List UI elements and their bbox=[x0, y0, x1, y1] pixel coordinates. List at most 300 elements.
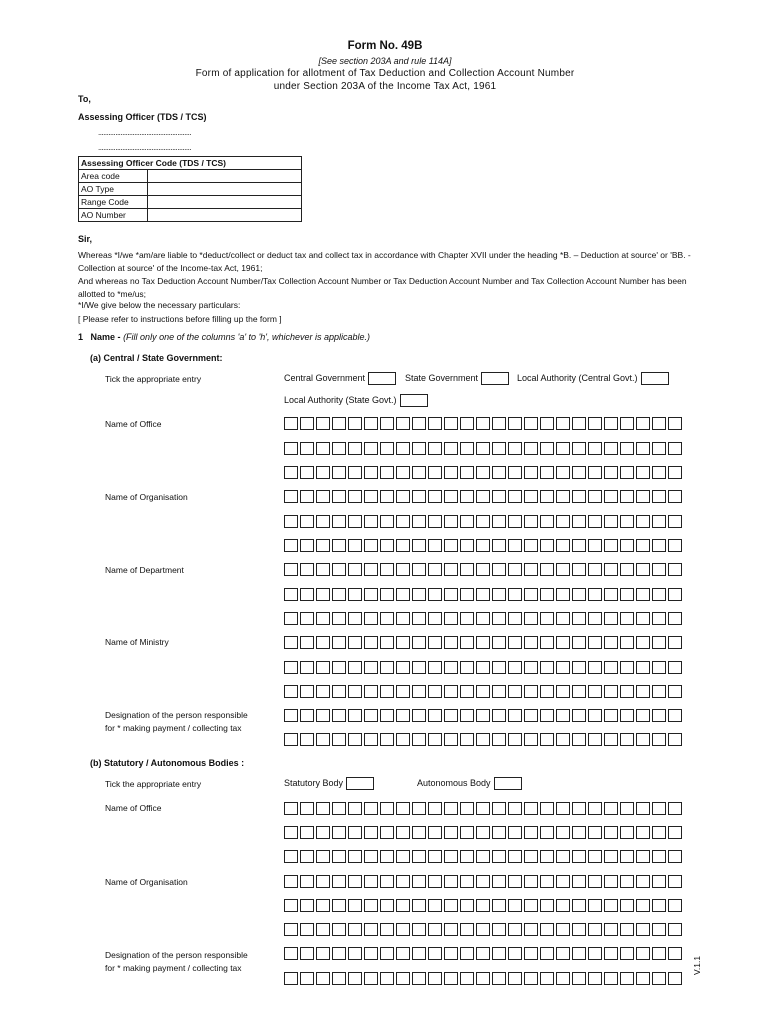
char-box-row[interactable] bbox=[284, 899, 684, 912]
char-box[interactable] bbox=[588, 612, 602, 625]
char-box[interactable] bbox=[428, 685, 442, 698]
char-box[interactable] bbox=[492, 947, 506, 960]
char-box[interactable] bbox=[652, 733, 666, 746]
tick-box[interactable] bbox=[641, 372, 669, 385]
char-box[interactable] bbox=[556, 826, 570, 839]
char-box[interactable] bbox=[348, 612, 362, 625]
char-box[interactable] bbox=[284, 826, 298, 839]
char-box[interactable] bbox=[444, 899, 458, 912]
char-box[interactable] bbox=[428, 490, 442, 503]
char-box[interactable] bbox=[348, 515, 362, 528]
char-box[interactable] bbox=[476, 733, 490, 746]
char-box[interactable] bbox=[380, 947, 394, 960]
char-box[interactable] bbox=[316, 709, 330, 722]
char-box[interactable] bbox=[636, 826, 650, 839]
char-box[interactable] bbox=[332, 947, 346, 960]
char-box[interactable] bbox=[508, 417, 522, 430]
char-box[interactable] bbox=[476, 417, 490, 430]
char-box[interactable] bbox=[524, 563, 538, 576]
char-box[interactable] bbox=[428, 661, 442, 674]
char-box[interactable] bbox=[604, 899, 618, 912]
char-box[interactable] bbox=[460, 709, 474, 722]
char-box[interactable] bbox=[492, 636, 506, 649]
char-box[interactable] bbox=[620, 802, 634, 815]
char-box[interactable] bbox=[316, 685, 330, 698]
char-box[interactable] bbox=[540, 802, 554, 815]
char-box[interactable] bbox=[364, 733, 378, 746]
char-box[interactable] bbox=[636, 563, 650, 576]
char-box[interactable] bbox=[508, 563, 522, 576]
char-box[interactable] bbox=[492, 417, 506, 430]
char-box[interactable] bbox=[508, 899, 522, 912]
char-box[interactable] bbox=[556, 947, 570, 960]
char-box-row[interactable] bbox=[284, 442, 684, 455]
char-box[interactable] bbox=[668, 802, 682, 815]
char-box[interactable] bbox=[476, 661, 490, 674]
char-box[interactable] bbox=[428, 612, 442, 625]
char-box[interactable] bbox=[460, 875, 474, 888]
char-box[interactable] bbox=[652, 563, 666, 576]
char-box[interactable] bbox=[652, 588, 666, 601]
char-box[interactable] bbox=[460, 972, 474, 985]
char-box[interactable] bbox=[284, 875, 298, 888]
char-box[interactable] bbox=[668, 826, 682, 839]
char-box[interactable] bbox=[364, 539, 378, 552]
char-box[interactable] bbox=[572, 875, 586, 888]
char-box[interactable] bbox=[588, 850, 602, 863]
char-box[interactable] bbox=[524, 685, 538, 698]
char-box[interactable] bbox=[668, 539, 682, 552]
char-box[interactable] bbox=[604, 466, 618, 479]
char-box[interactable] bbox=[556, 875, 570, 888]
char-box[interactable] bbox=[380, 466, 394, 479]
char-box[interactable] bbox=[636, 636, 650, 649]
char-box[interactable] bbox=[396, 417, 410, 430]
char-box[interactable] bbox=[412, 685, 426, 698]
option-autonomous-body[interactable] bbox=[417, 777, 522, 790]
char-box[interactable] bbox=[572, 899, 586, 912]
char-box[interactable] bbox=[652, 972, 666, 985]
char-box[interactable] bbox=[476, 588, 490, 601]
char-box[interactable] bbox=[460, 899, 474, 912]
char-box[interactable] bbox=[460, 733, 474, 746]
char-box[interactable] bbox=[412, 515, 426, 528]
char-box-row[interactable] bbox=[284, 661, 684, 674]
char-box[interactable] bbox=[588, 899, 602, 912]
char-box[interactable] bbox=[316, 850, 330, 863]
char-box[interactable] bbox=[444, 515, 458, 528]
char-box[interactable] bbox=[636, 685, 650, 698]
char-box[interactable] bbox=[396, 733, 410, 746]
char-box[interactable] bbox=[284, 636, 298, 649]
char-box[interactable] bbox=[412, 636, 426, 649]
char-box[interactable] bbox=[332, 826, 346, 839]
char-box[interactable] bbox=[284, 802, 298, 815]
char-box[interactable] bbox=[492, 709, 506, 722]
char-box[interactable] bbox=[380, 417, 394, 430]
char-box[interactable] bbox=[332, 563, 346, 576]
char-box[interactable] bbox=[444, 850, 458, 863]
char-box[interactable] bbox=[540, 466, 554, 479]
char-box[interactable] bbox=[364, 899, 378, 912]
char-box[interactable] bbox=[396, 685, 410, 698]
char-box[interactable] bbox=[332, 850, 346, 863]
char-box[interactable] bbox=[284, 661, 298, 674]
char-box[interactable] bbox=[316, 612, 330, 625]
char-box[interactable] bbox=[620, 826, 634, 839]
char-box[interactable] bbox=[332, 490, 346, 503]
char-box[interactable] bbox=[556, 490, 570, 503]
char-box[interactable] bbox=[492, 899, 506, 912]
char-box[interactable] bbox=[348, 733, 362, 746]
char-box-row[interactable] bbox=[284, 875, 684, 888]
char-box[interactable] bbox=[428, 442, 442, 455]
char-box[interactable] bbox=[572, 826, 586, 839]
char-box[interactable] bbox=[412, 826, 426, 839]
option-state-government[interactable] bbox=[405, 372, 509, 385]
char-box[interactable] bbox=[652, 947, 666, 960]
char-box[interactable] bbox=[380, 802, 394, 815]
char-box[interactable] bbox=[620, 563, 634, 576]
char-box-row[interactable] bbox=[284, 588, 684, 601]
char-box[interactable] bbox=[300, 612, 314, 625]
char-box-row[interactable] bbox=[284, 636, 684, 649]
char-box[interactable] bbox=[412, 539, 426, 552]
char-box[interactable] bbox=[556, 539, 570, 552]
char-box[interactable] bbox=[476, 923, 490, 936]
char-box[interactable] bbox=[428, 947, 442, 960]
char-box[interactable] bbox=[524, 899, 538, 912]
char-box[interactable] bbox=[668, 515, 682, 528]
char-box[interactable] bbox=[444, 826, 458, 839]
char-box[interactable] bbox=[652, 899, 666, 912]
char-box[interactable] bbox=[572, 802, 586, 815]
char-box[interactable] bbox=[668, 685, 682, 698]
char-box[interactable] bbox=[380, 972, 394, 985]
char-box[interactable] bbox=[428, 850, 442, 863]
char-box[interactable] bbox=[604, 802, 618, 815]
char-box[interactable] bbox=[460, 850, 474, 863]
char-box[interactable] bbox=[572, 490, 586, 503]
char-box[interactable] bbox=[588, 733, 602, 746]
option-central-government[interactable] bbox=[284, 372, 396, 385]
char-box[interactable] bbox=[524, 947, 538, 960]
char-box[interactable] bbox=[412, 972, 426, 985]
char-box[interactable] bbox=[348, 442, 362, 455]
char-box[interactable] bbox=[332, 636, 346, 649]
char-box[interactable] bbox=[604, 972, 618, 985]
char-box[interactable] bbox=[668, 442, 682, 455]
char-box[interactable] bbox=[396, 563, 410, 576]
char-box[interactable] bbox=[412, 661, 426, 674]
char-box[interactable] bbox=[380, 661, 394, 674]
char-box[interactable] bbox=[412, 875, 426, 888]
char-box[interactable] bbox=[668, 875, 682, 888]
char-box[interactable] bbox=[476, 972, 490, 985]
char-box[interactable] bbox=[412, 802, 426, 815]
char-box[interactable] bbox=[348, 802, 362, 815]
char-box[interactable] bbox=[396, 875, 410, 888]
char-box[interactable] bbox=[300, 733, 314, 746]
char-box[interactable] bbox=[284, 417, 298, 430]
tick-box[interactable] bbox=[400, 394, 428, 407]
char-box[interactable] bbox=[348, 923, 362, 936]
char-box[interactable] bbox=[380, 875, 394, 888]
char-box[interactable] bbox=[540, 709, 554, 722]
char-box[interactable] bbox=[508, 442, 522, 455]
tick-box[interactable] bbox=[346, 777, 374, 790]
char-box[interactable] bbox=[572, 442, 586, 455]
char-box[interactable] bbox=[460, 442, 474, 455]
char-box[interactable] bbox=[636, 802, 650, 815]
char-box[interactable] bbox=[476, 515, 490, 528]
char-box[interactable] bbox=[460, 466, 474, 479]
char-box[interactable] bbox=[332, 899, 346, 912]
char-box[interactable] bbox=[412, 466, 426, 479]
char-box[interactable] bbox=[316, 826, 330, 839]
char-box[interactable] bbox=[428, 875, 442, 888]
char-box[interactable] bbox=[636, 466, 650, 479]
char-box[interactable] bbox=[332, 709, 346, 722]
char-box[interactable] bbox=[428, 466, 442, 479]
char-box[interactable] bbox=[540, 685, 554, 698]
char-box[interactable] bbox=[444, 685, 458, 698]
char-box[interactable] bbox=[588, 442, 602, 455]
ao-number-input[interactable] bbox=[148, 209, 302, 222]
char-box[interactable] bbox=[364, 685, 378, 698]
char-box[interactable] bbox=[636, 539, 650, 552]
char-box[interactable] bbox=[396, 612, 410, 625]
char-box[interactable] bbox=[300, 515, 314, 528]
char-box[interactable] bbox=[492, 850, 506, 863]
char-box-row[interactable] bbox=[284, 709, 684, 722]
char-box[interactable] bbox=[668, 636, 682, 649]
char-box[interactable] bbox=[540, 490, 554, 503]
char-box[interactable] bbox=[636, 490, 650, 503]
char-box[interactable] bbox=[444, 612, 458, 625]
char-box[interactable] bbox=[524, 612, 538, 625]
char-box[interactable] bbox=[380, 588, 394, 601]
char-box[interactable] bbox=[668, 466, 682, 479]
char-box[interactable] bbox=[476, 802, 490, 815]
char-box[interactable] bbox=[540, 588, 554, 601]
char-box[interactable] bbox=[652, 490, 666, 503]
char-box[interactable] bbox=[540, 947, 554, 960]
char-box[interactable] bbox=[588, 826, 602, 839]
char-box[interactable] bbox=[668, 899, 682, 912]
char-box[interactable] bbox=[540, 563, 554, 576]
char-box[interactable] bbox=[364, 490, 378, 503]
char-box[interactable] bbox=[508, 709, 522, 722]
char-box[interactable] bbox=[348, 490, 362, 503]
char-box[interactable] bbox=[588, 923, 602, 936]
char-box[interactable] bbox=[444, 661, 458, 674]
char-box-row[interactable] bbox=[284, 466, 684, 479]
char-box[interactable] bbox=[524, 588, 538, 601]
char-box[interactable] bbox=[636, 899, 650, 912]
char-box[interactable] bbox=[604, 490, 618, 503]
char-box[interactable] bbox=[332, 515, 346, 528]
char-box[interactable] bbox=[476, 442, 490, 455]
char-box[interactable] bbox=[652, 636, 666, 649]
char-box[interactable] bbox=[364, 875, 378, 888]
char-box[interactable] bbox=[604, 826, 618, 839]
char-box[interactable] bbox=[588, 588, 602, 601]
char-box[interactable] bbox=[332, 661, 346, 674]
char-box[interactable] bbox=[444, 875, 458, 888]
char-box[interactable] bbox=[444, 947, 458, 960]
char-box[interactable] bbox=[556, 612, 570, 625]
char-box[interactable] bbox=[604, 709, 618, 722]
char-box[interactable] bbox=[316, 947, 330, 960]
char-box[interactable] bbox=[636, 947, 650, 960]
char-box[interactable] bbox=[604, 588, 618, 601]
char-box[interactable] bbox=[572, 850, 586, 863]
char-box[interactable] bbox=[412, 442, 426, 455]
char-box[interactable] bbox=[668, 947, 682, 960]
char-box-row[interactable] bbox=[284, 923, 684, 936]
char-box[interactable] bbox=[540, 733, 554, 746]
char-box[interactable] bbox=[476, 539, 490, 552]
char-box[interactable] bbox=[380, 636, 394, 649]
char-box[interactable] bbox=[508, 490, 522, 503]
char-box[interactable] bbox=[556, 685, 570, 698]
char-box[interactable] bbox=[540, 612, 554, 625]
char-box[interactable] bbox=[524, 539, 538, 552]
char-box[interactable] bbox=[524, 442, 538, 455]
char-box[interactable] bbox=[284, 947, 298, 960]
char-box[interactable] bbox=[540, 826, 554, 839]
char-box[interactable] bbox=[300, 685, 314, 698]
char-box[interactable] bbox=[604, 875, 618, 888]
char-box[interactable] bbox=[428, 826, 442, 839]
char-box[interactable] bbox=[572, 947, 586, 960]
char-box[interactable] bbox=[668, 612, 682, 625]
char-box[interactable] bbox=[524, 733, 538, 746]
char-box[interactable] bbox=[332, 972, 346, 985]
char-box[interactable] bbox=[412, 563, 426, 576]
char-box[interactable] bbox=[668, 923, 682, 936]
char-box[interactable] bbox=[508, 661, 522, 674]
char-box[interactable] bbox=[556, 802, 570, 815]
char-box[interactable] bbox=[476, 709, 490, 722]
char-box[interactable] bbox=[572, 563, 586, 576]
char-box[interactable] bbox=[556, 563, 570, 576]
char-box[interactable] bbox=[540, 636, 554, 649]
char-box[interactable] bbox=[444, 466, 458, 479]
char-box[interactable] bbox=[444, 588, 458, 601]
char-box[interactable] bbox=[508, 515, 522, 528]
char-box[interactable] bbox=[636, 661, 650, 674]
char-box[interactable] bbox=[476, 612, 490, 625]
char-box[interactable] bbox=[316, 636, 330, 649]
char-box[interactable] bbox=[444, 733, 458, 746]
char-box[interactable] bbox=[380, 442, 394, 455]
char-box[interactable] bbox=[396, 709, 410, 722]
char-box[interactable] bbox=[300, 442, 314, 455]
char-box[interactable] bbox=[524, 661, 538, 674]
char-box[interactable] bbox=[476, 636, 490, 649]
char-box[interactable] bbox=[284, 588, 298, 601]
char-box[interactable] bbox=[636, 515, 650, 528]
char-box[interactable] bbox=[508, 972, 522, 985]
char-box[interactable] bbox=[428, 923, 442, 936]
char-box[interactable] bbox=[348, 466, 362, 479]
char-box-row[interactable] bbox=[284, 802, 684, 815]
char-box[interactable] bbox=[412, 588, 426, 601]
char-box[interactable] bbox=[476, 490, 490, 503]
char-box-row[interactable] bbox=[284, 490, 684, 503]
char-box[interactable] bbox=[556, 466, 570, 479]
char-box[interactable] bbox=[572, 923, 586, 936]
char-box[interactable] bbox=[332, 685, 346, 698]
char-box[interactable] bbox=[284, 442, 298, 455]
char-box[interactable] bbox=[620, 442, 634, 455]
char-box[interactable] bbox=[460, 802, 474, 815]
char-box[interactable] bbox=[668, 709, 682, 722]
char-box[interactable] bbox=[492, 515, 506, 528]
char-box[interactable] bbox=[364, 515, 378, 528]
char-box[interactable] bbox=[492, 539, 506, 552]
char-box[interactable] bbox=[652, 539, 666, 552]
char-box[interactable] bbox=[652, 923, 666, 936]
char-box[interactable] bbox=[380, 899, 394, 912]
char-box[interactable] bbox=[620, 923, 634, 936]
char-box[interactable] bbox=[332, 466, 346, 479]
char-box[interactable] bbox=[300, 972, 314, 985]
char-box[interactable] bbox=[620, 539, 634, 552]
char-box[interactable] bbox=[588, 490, 602, 503]
char-box[interactable] bbox=[588, 417, 602, 430]
char-box[interactable] bbox=[396, 466, 410, 479]
char-box[interactable] bbox=[636, 875, 650, 888]
char-box[interactable] bbox=[284, 850, 298, 863]
char-box[interactable] bbox=[524, 826, 538, 839]
char-box[interactable] bbox=[412, 490, 426, 503]
char-box[interactable] bbox=[636, 850, 650, 863]
char-box[interactable] bbox=[364, 417, 378, 430]
char-box[interactable] bbox=[444, 442, 458, 455]
char-box[interactable] bbox=[428, 802, 442, 815]
char-box[interactable] bbox=[540, 661, 554, 674]
char-box[interactable] bbox=[476, 563, 490, 576]
char-box[interactable] bbox=[556, 709, 570, 722]
char-box[interactable] bbox=[412, 923, 426, 936]
char-box[interactable] bbox=[460, 923, 474, 936]
char-box[interactable] bbox=[652, 826, 666, 839]
char-box[interactable] bbox=[300, 802, 314, 815]
char-box[interactable] bbox=[460, 588, 474, 601]
char-box[interactable] bbox=[300, 661, 314, 674]
char-box[interactable] bbox=[492, 923, 506, 936]
char-box[interactable] bbox=[508, 875, 522, 888]
char-box[interactable] bbox=[508, 947, 522, 960]
char-box[interactable] bbox=[556, 442, 570, 455]
char-box[interactable] bbox=[540, 850, 554, 863]
char-box[interactable] bbox=[444, 636, 458, 649]
char-box[interactable] bbox=[316, 539, 330, 552]
char-box[interactable] bbox=[508, 636, 522, 649]
char-box[interactable] bbox=[588, 709, 602, 722]
char-box[interactable] bbox=[652, 875, 666, 888]
char-box[interactable] bbox=[332, 733, 346, 746]
char-box[interactable] bbox=[444, 802, 458, 815]
char-box[interactable] bbox=[316, 899, 330, 912]
char-box[interactable] bbox=[508, 850, 522, 863]
char-box[interactable] bbox=[508, 466, 522, 479]
char-box-row[interactable] bbox=[284, 826, 684, 839]
char-box[interactable] bbox=[380, 515, 394, 528]
